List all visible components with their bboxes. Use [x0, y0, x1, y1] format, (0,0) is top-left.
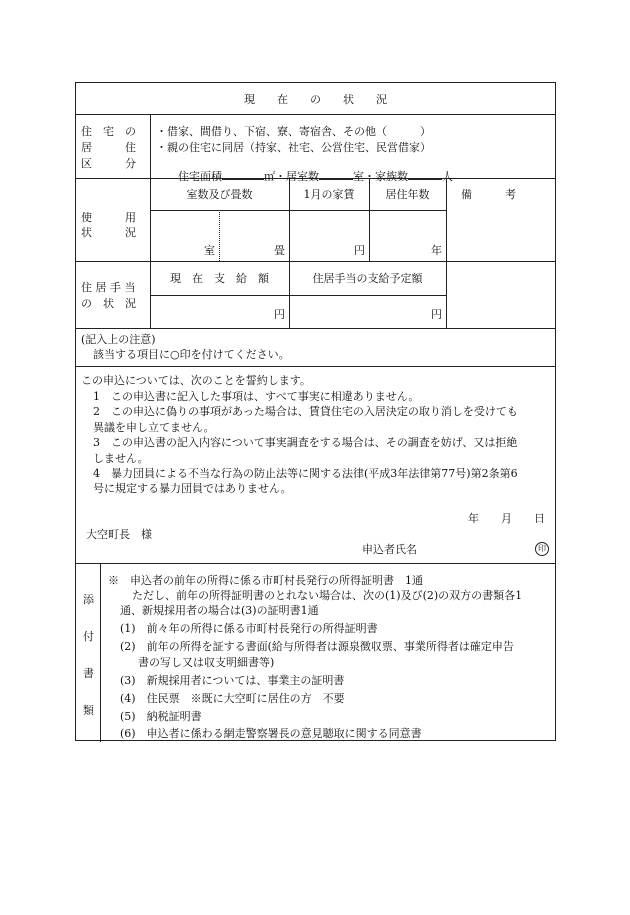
rooms-field[interactable]	[319, 169, 353, 180]
header-rent: 1月の家賃	[303, 188, 355, 201]
attachment-line: ※ 申込者の前年の所得に係る市町村長発行の所得証明書 1通	[108, 574, 423, 587]
attachment-line: (1) 前々年の所得に係る市町村長発行の所得証明書	[120, 622, 378, 635]
rule	[76, 563, 555, 564]
room-unit: 室・家族数	[353, 170, 408, 183]
applicant-name-field[interactable]	[421, 540, 521, 556]
area-label: 住宅面積	[178, 170, 222, 183]
attachment-line: (5) 納税証明書	[120, 710, 202, 723]
attachment-line: (3) 新規採用者については、事業主の証明書	[120, 674, 345, 687]
attachments-label: 書	[83, 667, 94, 680]
attachments-label: 付	[83, 630, 94, 643]
addressee: 大空町長 様	[86, 528, 152, 541]
housing-label-2: 居 住	[81, 141, 136, 154]
header-remarks: 備 考	[461, 188, 516, 201]
rule	[76, 261, 555, 262]
rent-unit: 円	[354, 244, 365, 257]
area-field[interactable]	[222, 169, 264, 180]
rent-field[interactable]	[290, 211, 368, 260]
attachments-label: 類	[83, 704, 94, 717]
years-unit: 年	[431, 244, 442, 257]
seal-icon: 印	[535, 542, 549, 556]
attachment-line: (2) 前年の所得を証する書面(給与所得者は源泉徴収票、事業所得者は確定申告	[120, 640, 514, 653]
pledge-line: 3 この申込書の記入内容について事実調査をする場合は、その調査を妨げ、又は拒絶	[93, 436, 518, 449]
notes-heading: (記入上の注意)	[81, 333, 156, 346]
applicant-name-label: 申込者氏名	[362, 543, 417, 556]
attachment-line: ただし、前年の所得証明書のとれない場合は、次の(1)及び(2)の双方の書類各1	[132, 589, 523, 602]
pledge-line: しません。	[93, 452, 149, 465]
usage-label-2: 状 況	[81, 226, 136, 239]
pledge-intro: この申込については、次のことを誓約します。	[81, 374, 311, 387]
pledge-line: 4 暴力団員による不当な行為の防止法等に関する法律(平成3年法律第77号)第2条第6	[93, 467, 518, 480]
rule	[76, 328, 555, 329]
family-unit: 人	[442, 170, 453, 183]
attachment-line: (6) 申込者に係わる網走警察署長の意見聴取に関する同意書	[120, 727, 422, 740]
attachment-line: 書の写し又は収支明細書等)	[138, 656, 275, 669]
pledge-line: 1 この申込書に記入した事項は、すべて事実に相違ありません。	[93, 390, 420, 403]
rooms-unit: 室	[204, 244, 215, 257]
housing-option-rental[interactable]: ・借家、間借り、下宿、寮、寄宿舎、その他（ ）	[156, 125, 431, 138]
date-field[interactable]: 年 月 日	[468, 512, 545, 525]
rooms-field[interactable]	[151, 211, 218, 260]
remarks-field[interactable]	[447, 179, 555, 260]
attachment-line: (4) 住民票 ※既に大空町に居住の方 不要	[120, 692, 345, 705]
allowance-label-2: の 状 況	[81, 297, 136, 310]
current-allowance-unit: 円	[274, 308, 285, 321]
usage-label-1: 使 用	[81, 211, 136, 224]
pledge-line: 号に規定する暴力団員ではありません。	[93, 482, 292, 495]
area-unit: ㎡・居室数	[264, 170, 319, 183]
notes-text: 該当する項目に○印を付けてください。	[93, 348, 290, 361]
rule	[100, 563, 101, 742]
application-form	[75, 82, 556, 741]
form-title: 現 在 の 状 況	[244, 93, 387, 106]
attachment-line: 通、新規採用者の場合は(3)の証明書1通	[120, 604, 319, 617]
planned-allowance-unit: 円	[431, 308, 442, 321]
header-planned-allowance: 住居手当の支給予定額	[312, 272, 423, 285]
pledge-line: 異議を申し立てません。	[93, 421, 215, 434]
family-field[interactable]	[408, 169, 442, 180]
header-years: 居住年数	[385, 188, 430, 201]
header-current-allowance: 現 在 支 給 額	[170, 272, 269, 285]
attachments-label: 添	[83, 593, 94, 606]
rule	[76, 366, 555, 367]
housing-label-3: 区 分	[81, 157, 136, 170]
tatami-field[interactable]	[220, 211, 288, 260]
tatami-unit: 畳	[274, 244, 285, 257]
planned-allowance-field[interactable]	[290, 296, 445, 327]
header-rooms: 室数及び畳数	[186, 188, 253, 201]
rule	[76, 114, 555, 115]
years-field[interactable]	[370, 211, 445, 260]
current-allowance-field[interactable]	[151, 296, 288, 327]
allowance-label-1: 住 居 手 当	[81, 281, 136, 294]
housing-option-parents[interactable]: ・親の住宅に同居（持家、社宅、公営住宅、民営借家）	[156, 141, 431, 154]
housing-label-1: 住 宅 の	[81, 125, 136, 138]
pledge-line: 2 この申込に偽りの事項があった場合は、賃貸住宅の入居決定の取り消しを受けても	[93, 405, 518, 418]
